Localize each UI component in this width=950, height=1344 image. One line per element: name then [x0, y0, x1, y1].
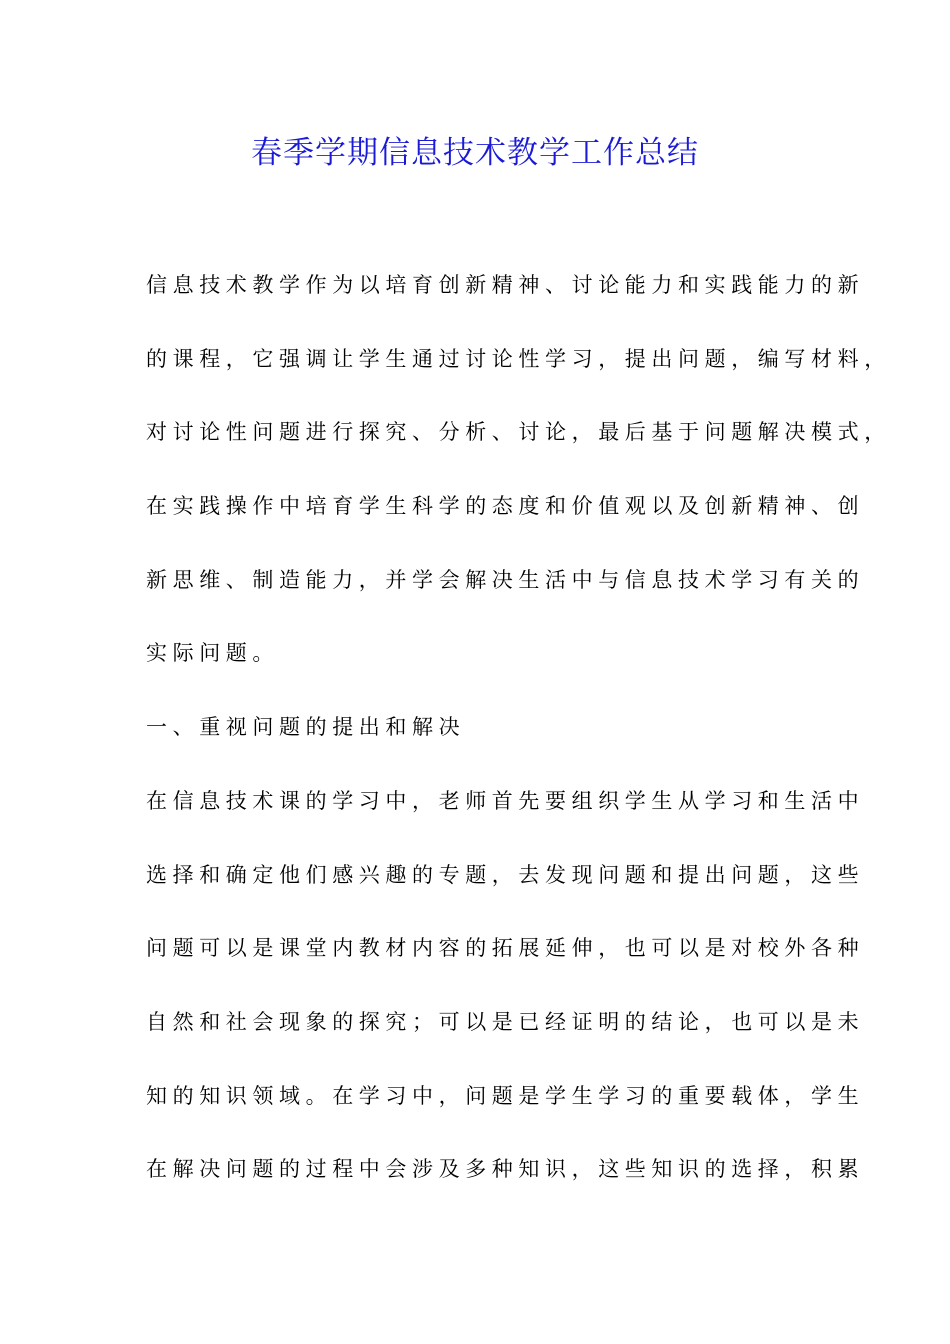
body-line: 知的知识领域。在学习中，问题是学生学习的重要载体，学生 [146, 1083, 865, 1108]
body-line: 对讨论性问题进行探究、分析、讨论，最后基于问题解决模式， [146, 420, 891, 445]
section-heading: 一、重视问题的提出和解决 [146, 715, 466, 740]
body-line: 新思维、制造能力，并学会解决生活中与信息技术学习有关的 [146, 567, 865, 592]
body-line: 实际问题。 [146, 641, 279, 666]
body-line: 在实践操作中培育学生科学的态度和价值观以及创新精神、创 [146, 494, 865, 519]
body-line: 自然和社会现象的探究；可以是已经证明的结论，也可以是未 [146, 1009, 865, 1034]
body-line: 的课程，它强调让学生通过讨论性学习，提出问题，编写材料， [146, 346, 891, 371]
document-title: 春季学期信息技术教学工作总结 [251, 135, 699, 171]
body-line: 在解决问题的过程中会涉及多种知识，这些知识的选择，积累 [146, 1157, 865, 1182]
body-line: 在信息技术课的学习中，老师首先要组织学生从学习和生活中 [146, 788, 865, 813]
document-body [146, 263, 891, 1221]
body-line: 选择和确定他们感兴趣的专题，去发现问题和提出问题，这些 [146, 862, 865, 887]
body-line: 信息技术教学作为以培育创新精神、讨论能力和实践能力的新 [146, 273, 865, 297]
body-line: 问题可以是课堂内教材内容的拓展延伸，也可以是对校外各种 [146, 936, 865, 961]
